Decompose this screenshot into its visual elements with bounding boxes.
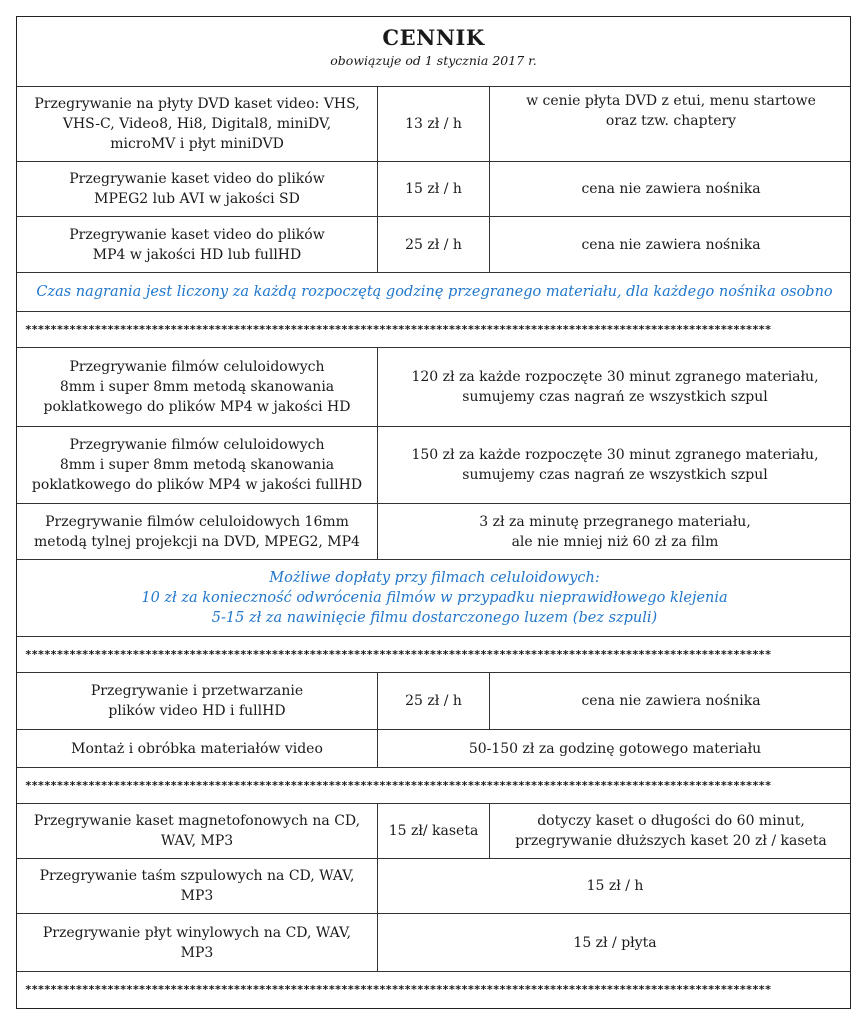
table-row <box>17 672 850 729</box>
separator-row <box>17 971 850 1008</box>
service-price: 25 zł / h <box>377 673 489 729</box>
service-note: w cenie płyta DVD z etui, menu startowe oraz tzw. chaptery <box>489 87 852 161</box>
separator-row <box>17 311 850 347</box>
table-row <box>17 86 850 161</box>
table-row <box>17 216 850 272</box>
service-price: 13 zł / h <box>377 87 489 161</box>
service-name: Przegrywanie filmów celuloidowych 16mm metodą tylnej projekcji na DVD, MPEG2, MP4 <box>34 513 360 550</box>
separator-row <box>17 636 850 672</box>
separator-row <box>17 767 850 803</box>
service-name: Przegrywanie filmów celuloidowych 8mm i super 8mm metodą skanowania poklatkowego do plików MP4 w jakości fullHD <box>31 437 363 493</box>
separator: ********************************************************************************************************************** <box>25 778 772 792</box>
note-row <box>17 559 850 636</box>
service-name: Przegrywanie na płyty DVD kaset video: VHS, VHS-C, Video8, Hi8, Digital8, miniDV, microMV i płyt miniDVD <box>34 96 360 152</box>
separator: ********************************************************************************************************************** <box>25 983 772 996</box>
page-title: CENNIK <box>382 25 485 50</box>
price-list <box>16 16 851 1009</box>
service-name: Przegrywanie filmów celuloidowych 8mm i super 8mm metodą skanowania poklatkowego do plików MP4 w jakości HD <box>43 359 351 415</box>
separator: ********************************************************************************************************************** <box>25 647 772 661</box>
service-price: 15 zł / płyta <box>377 914 852 971</box>
service-price: 150 zł za każde rozpoczęte 30 minut zgranego materiału, sumujemy czas nagrań ze wszystkich szpul <box>377 427 852 503</box>
page-subtitle: obowiązuje od 1 stycznia 2017 r. <box>330 53 537 68</box>
service-note: cena nie zawiera nośnika <box>489 217 852 272</box>
service-price: 15 zł / h <box>377 859 852 913</box>
service-price: 50-150 zł za godzinę gotowego materiału <box>377 730 852 767</box>
service-price: 15 zł/ kaseta <box>377 804 489 858</box>
service-price: 25 zł / h <box>377 217 489 272</box>
table-row <box>17 347 850 426</box>
service-name: Przegrywanie kaset magnetofonowych na CD, WAV, MP3 <box>33 813 361 849</box>
service-name: Przegrywanie i przetwarzanie plików video HD i fullHD <box>90 683 304 719</box>
service-note: cena nie zawiera nośnika <box>489 673 852 729</box>
service-name: Przegrywanie kaset video do plików MPEG2 lub AVI w jakości SD <box>69 171 325 207</box>
service-name: Przegrywanie taśm szpulowych na CD, WAV, MP3 <box>39 868 355 904</box>
service-name: Przegrywanie płyt winylowych na CD, WAV, MP3 <box>42 924 352 961</box>
table-row <box>17 729 850 767</box>
table-row <box>17 913 850 971</box>
table-row <box>17 426 850 503</box>
note-row <box>17 272 850 311</box>
service-note: cena nie zawiera nośnika <box>489 162 852 216</box>
table-row <box>17 503 850 559</box>
table-row <box>17 858 850 913</box>
table-row <box>17 161 850 216</box>
service-price: 3 zł za minutę przegranego materiału, ale nie mniej niż 60 zł za film <box>377 504 852 559</box>
video-note: Czas nagrania jest liczony za każdą rozpoczętą godzinę przegranego materiału, dla każdego nośnika osobno <box>36 284 833 300</box>
service-note: dotyczy kaset o długości do 60 minut, przegrywanie dłuższych kaset 20 zł / kaseta <box>489 804 852 858</box>
service-name: Montaż i obróbka materiałów video <box>71 740 323 757</box>
table-row <box>17 803 850 858</box>
film-note: Możliwe dopłaty przy filmach celuloidowych: 10 zł za konieczność odwrócenia filmów w przypadku nieprawidłowego klejenia 5-15 zł za nawinięcie filmu dostarczonego luzem (bez szpuli) <box>141 570 728 626</box>
service-name: Przegrywanie kaset video do plików MP4 w jakości HD lub fullHD <box>69 226 325 263</box>
service-price: 120 zł za każde rozpoczęte 30 minut zgranego materiału, sumujemy czas nagrań ze wszystkich szpul <box>377 348 852 426</box>
service-price: 15 zł / h <box>377 162 489 216</box>
separator: ********************************************************************************************************************** <box>25 322 772 336</box>
